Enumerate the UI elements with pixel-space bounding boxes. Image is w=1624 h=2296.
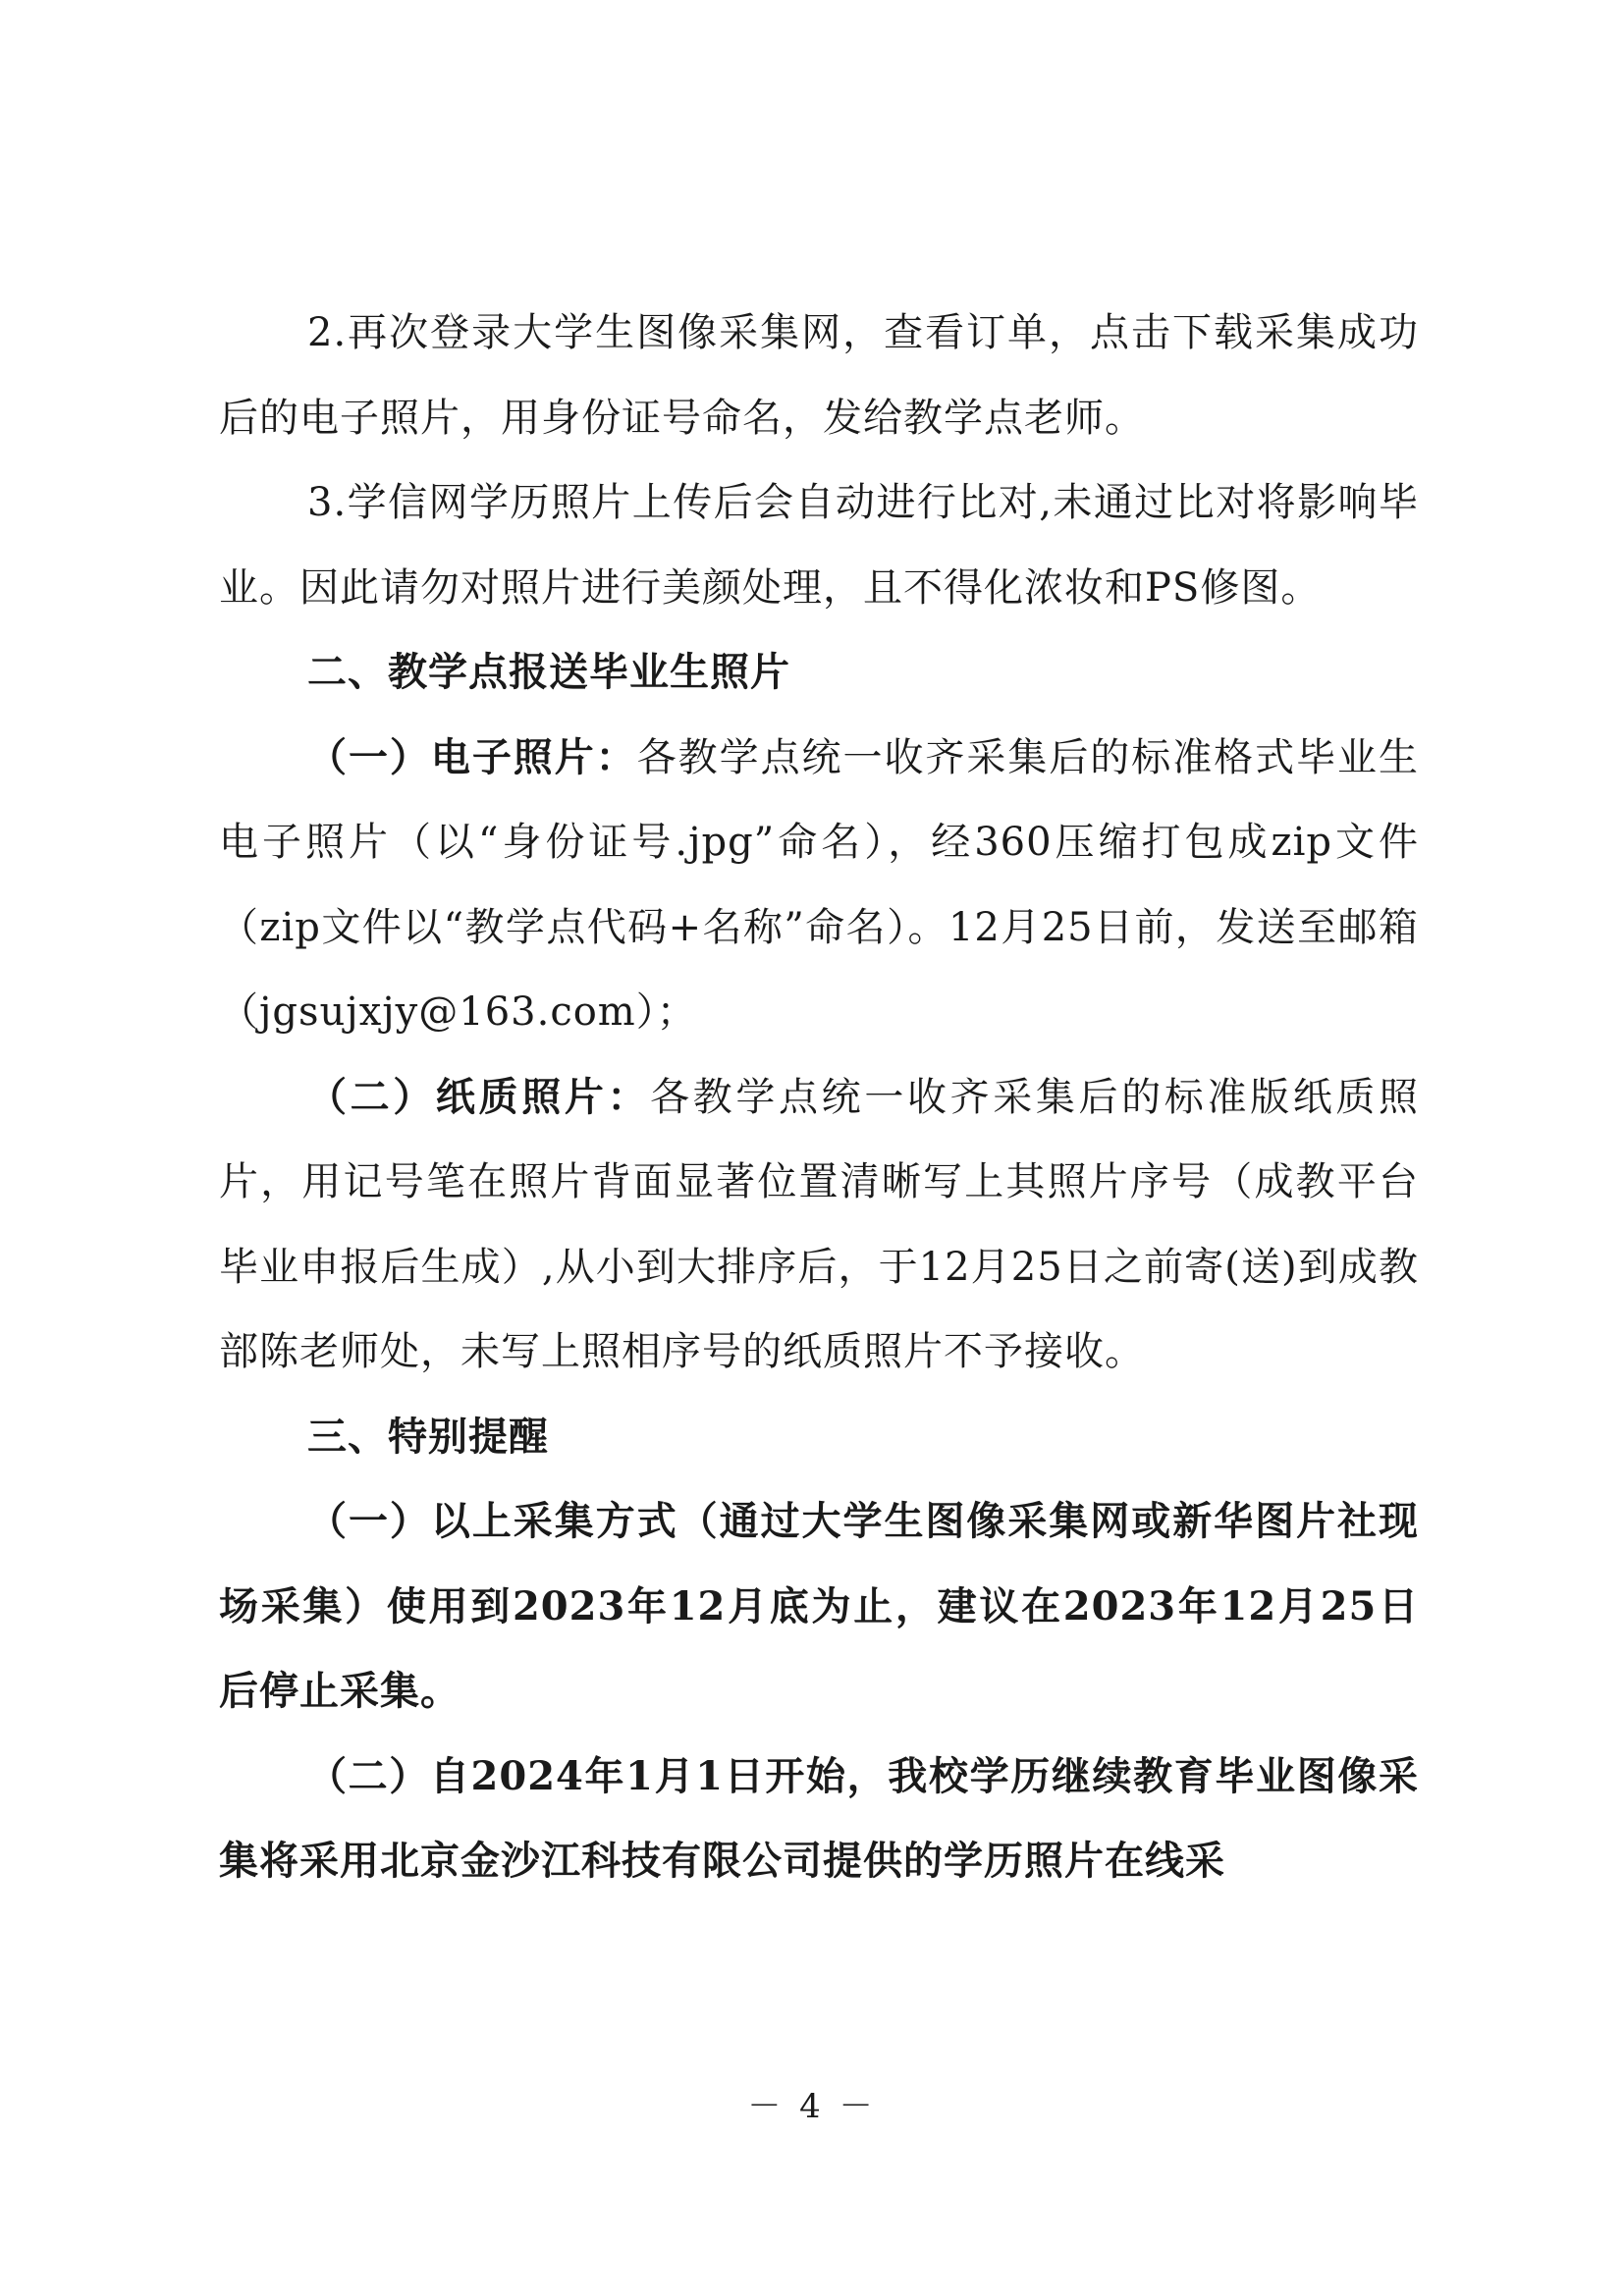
- section-heading-submit-photos: 二、教学点报送毕业生照片: [307, 650, 790, 695]
- paragraph-reminder-deadline: （一）以上采集方式（通过大学生图像采集网或新华图片社现场采集）使用到2023年12月底为止，建议在2023年12月25日后停止采集。: [219, 1498, 1419, 1714]
- text-electronic-photos: 各教学点统一收齐采集后的标准格式毕业生电子照片（以“身份证号.jpg”命名），经360压缩打包成zip文件（zip文件以“教学点代码+名称”命名）。12月25日前，发送至邮箱（jgsujxjy@163.com）；: [219, 734, 1420, 1035]
- page-number: － 4 －: [747, 2087, 877, 2126]
- label-electronic-photos: （一）电子照片：: [307, 734, 637, 780]
- paragraph-download-photo: 2.再次登录大学生图像采集网，查看订单，点击下载采集成功后的电子照片，用身份证号命名，发给教学点老师。: [219, 310, 1419, 441]
- paragraph-paper-photos: [219, 1055, 1419, 1395]
- label-paper-photos: （二）纸质照片：: [307, 1074, 651, 1120]
- paragraph-electronic-photos: [219, 716, 1419, 1055]
- section-heading-special-reminder: 三、特别提醒: [307, 1414, 549, 1460]
- document-body: [219, 291, 1419, 1904]
- text-paper-photos: 各教学点统一收齐采集后的标准版纸质照片，用记号笔在照片背面显著位置清晰写上其照片序号（成教平台毕业申报后生成）,从小到大排序后，于12月25日之前寄(送)到成教部陈老师处，未写上照相序号的纸质照片不予接收。: [219, 1074, 1420, 1374]
- paragraph-reminder-new-system: （二）自2024年1月1日开始，我校学历继续教育毕业图像采集将采用北京金沙江科技有限公司提供的学历照片在线采: [219, 1752, 1419, 1884]
- paragraph-photo-comparison: 3.学信网学历照片上传后会自动进行比对,未通过比对将影响毕业。因此请勿对照片进行美颜处理，且不得化浓妆和PS修图。: [219, 480, 1419, 611]
